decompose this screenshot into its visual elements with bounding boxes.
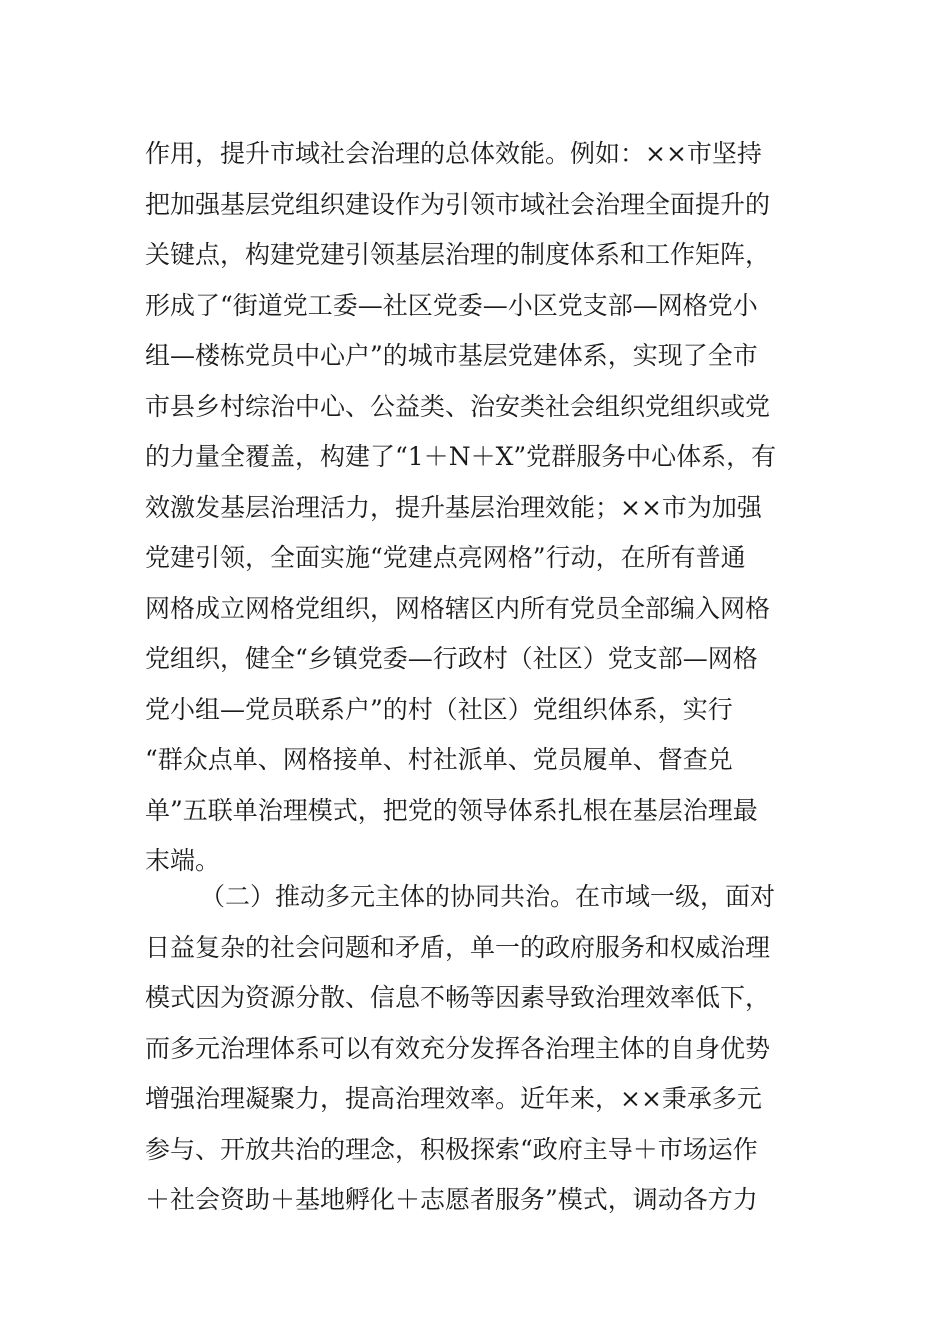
text-line: 而多元治理体系可以有效充分发挥各治理主体的自身优势 [145, 1033, 771, 1063]
text-line: 模式因为资源分散、信息不畅等因素导致治理效率低下， [145, 983, 771, 1012]
paragraph-1 [145, 129, 810, 887]
text-line: 关键点，构建党建引领基层治理的制度体系和工作矩阵， [145, 240, 771, 269]
text-line: ＋社会资助＋基地孵化＋志愿者服务”模式，调动各方力 [145, 1185, 758, 1214]
text-line: 的力量全覆盖，构建了“1＋N＋X”党群服务中心体系，有 [145, 442, 777, 471]
text-line: 把加强基层党组织建设作为引领市域社会治理全面提升的 [145, 189, 771, 219]
text-line: 效激发基层治理活力，提升基层治理效能；××市为加强 [145, 492, 762, 522]
text-line: 市县乡村综治中心、公益类、治安类社会组织党组织或党 [145, 391, 771, 421]
text-line: 增强治理凝聚力，提高治理效率。近年来，××秉承多元 [145, 1084, 762, 1113]
text-line: “群众点单、网格接单、村社派单、党员履单、督查兑 [145, 745, 733, 774]
text-line: 末端。 [145, 846, 221, 875]
text-line: 网格成立网格党组织，网格辖区内所有党员全部编入网格 [145, 593, 771, 623]
text-line: 参与、开放共治的理念，积极探索“政府主导＋市场运作 [145, 1134, 758, 1164]
text-line: 党小组—党员联系户”的村（社区）党组织体系，实行 [145, 694, 733, 724]
paragraph-2 [145, 872, 810, 1226]
text-line: 单”五联单治理模式，把党的领导体系扎根在基层治理最 [145, 795, 758, 825]
text-line: 组—楼栋党员中心户”的城市基层党建体系，实现了全市 [145, 341, 758, 370]
text-line: 形成了“街道党工委—社区党委—小区党支部—网格党小 [145, 290, 758, 320]
text-line: 作用，提升市域社会治理的总体效能。例如：××市坚持 [145, 139, 762, 168]
text-line: 党建引领，全面实施“党建点亮网格”行动，在所有普通 [145, 543, 746, 572]
text-line: 党组织，健全“乡镇党委—行政村（社区）党支部—网格 [145, 644, 758, 673]
section-heading-line: （二）推动多元主体的协同共治。在市域一级，面对 [200, 882, 776, 911]
text-line: 日益复杂的社会问题和矛盾，单一的政府服务和权威治理 [145, 932, 771, 962]
